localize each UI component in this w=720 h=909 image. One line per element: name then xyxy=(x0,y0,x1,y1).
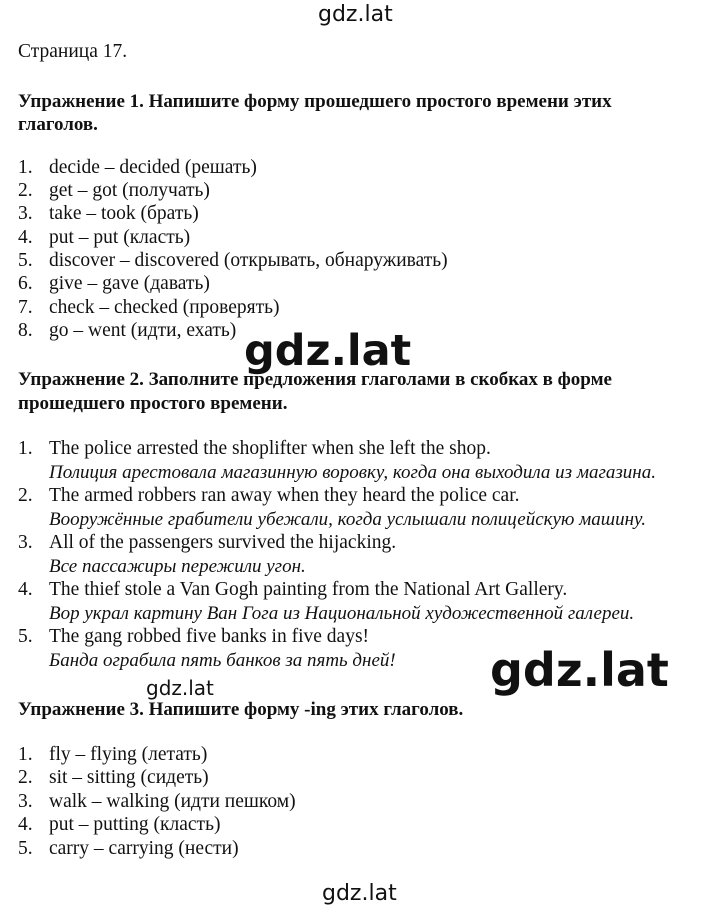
item-number: 7. xyxy=(18,297,33,318)
item-number: 3. xyxy=(18,532,33,553)
item-translation: Вооружённые грабители убежали, когда услышали полицейскую машину. xyxy=(49,509,646,530)
ex2-item xyxy=(18,531,396,554)
item-translation: Все пассажиры пережили угон. xyxy=(49,556,306,577)
ex1-item xyxy=(18,202,199,225)
item-number: 5. xyxy=(18,250,33,271)
item-number: 1. xyxy=(18,438,33,459)
item-number: 1. xyxy=(18,157,33,178)
watermark-bottom: gdz.lat xyxy=(322,881,397,906)
item-number: 4. xyxy=(18,814,33,835)
item-number: 4. xyxy=(18,579,33,600)
ex1-item xyxy=(18,156,257,179)
item-english: The police arrested the shoplifter when she left the shop. xyxy=(49,438,491,459)
ex3-item xyxy=(18,813,220,836)
ex2-title-line1: Упражнение 2. Заполните предложения глаголами в скобках в форме xyxy=(18,369,612,390)
page-label: Страница 17. xyxy=(18,41,128,62)
item-text: check – checked (проверять) xyxy=(49,297,280,318)
item-number: 2. xyxy=(18,767,33,788)
item-text: fly – flying (летать) xyxy=(49,744,208,765)
item-number: 6. xyxy=(18,273,33,294)
item-number: 5. xyxy=(18,626,33,647)
ex3-item xyxy=(18,743,207,766)
ex3-item xyxy=(18,790,296,813)
item-text: give – gave (давать) xyxy=(49,273,210,294)
watermark-small: gdz.lat xyxy=(146,676,214,700)
item-number: 3. xyxy=(18,203,33,224)
item-number: 1. xyxy=(18,744,33,765)
watermark-right: gdz.lat xyxy=(490,643,669,697)
item-english: The armed robbers ran away when they heard the police car. xyxy=(49,485,520,506)
ex1-item xyxy=(18,179,210,202)
item-text: sit – sitting (сидеть) xyxy=(49,767,209,788)
item-number: 5. xyxy=(18,838,33,859)
ex2-item xyxy=(18,437,491,460)
item-number: 8. xyxy=(18,320,33,341)
item-english: The gang robbed five banks in five days! xyxy=(49,626,370,647)
item-text: walk – walking (идти пешком) xyxy=(49,791,296,812)
ex1-item xyxy=(18,272,210,295)
item-translation: Банда ограбила пять банков за пять дней! xyxy=(49,650,396,671)
item-text: go – went (идти, ехать) xyxy=(49,320,237,341)
ex2-item xyxy=(18,484,520,507)
ex2-title-line2: прошедшего простого времени. xyxy=(18,393,288,414)
ex1-item xyxy=(18,226,190,249)
ex3-title: Упражнение 3. Напишите форму -ing этих глаголов. xyxy=(18,699,464,720)
item-text: decide – decided (решать) xyxy=(49,157,257,178)
item-text: put – put (класть) xyxy=(49,227,191,248)
ex3-item xyxy=(18,766,209,789)
item-number: 2. xyxy=(18,180,33,201)
watermark-middle: gdz.lat xyxy=(244,326,412,376)
item-translation: Вор украл картину Ван Гога из Национальной художественной галереи. xyxy=(49,603,635,624)
item-english: The thief stole a Van Gogh painting from the National Art Gallery. xyxy=(49,579,568,600)
ex2-item xyxy=(18,625,369,648)
ex1-title-line2: глаголов. xyxy=(18,114,98,135)
item-number: 3. xyxy=(18,791,33,812)
ex1-item xyxy=(18,319,236,342)
ex3-item xyxy=(18,837,239,860)
item-number: 4. xyxy=(18,227,33,248)
item-text: put – putting (класть) xyxy=(49,814,221,835)
ex2-item xyxy=(18,578,567,601)
item-text: take – took (брать) xyxy=(49,203,199,224)
watermark-top: gdz.lat xyxy=(318,2,393,27)
ex1-item xyxy=(18,296,280,319)
ex1-item xyxy=(18,249,448,272)
item-text: carry – carrying (нести) xyxy=(49,838,239,859)
item-translation: Полиция арестовала магазинную воровку, когда она выходила из магазина. xyxy=(49,462,656,483)
item-number: 2. xyxy=(18,485,33,506)
item-text: get – got (получать) xyxy=(49,180,210,201)
ex1-title-line1: Упражнение 1. Напишите форму прошедшего простого времени этих xyxy=(18,91,612,112)
item-english: All of the passengers survived the hijacking. xyxy=(49,532,397,553)
item-text: discover – discovered (открывать, обнаруживать) xyxy=(49,250,448,271)
